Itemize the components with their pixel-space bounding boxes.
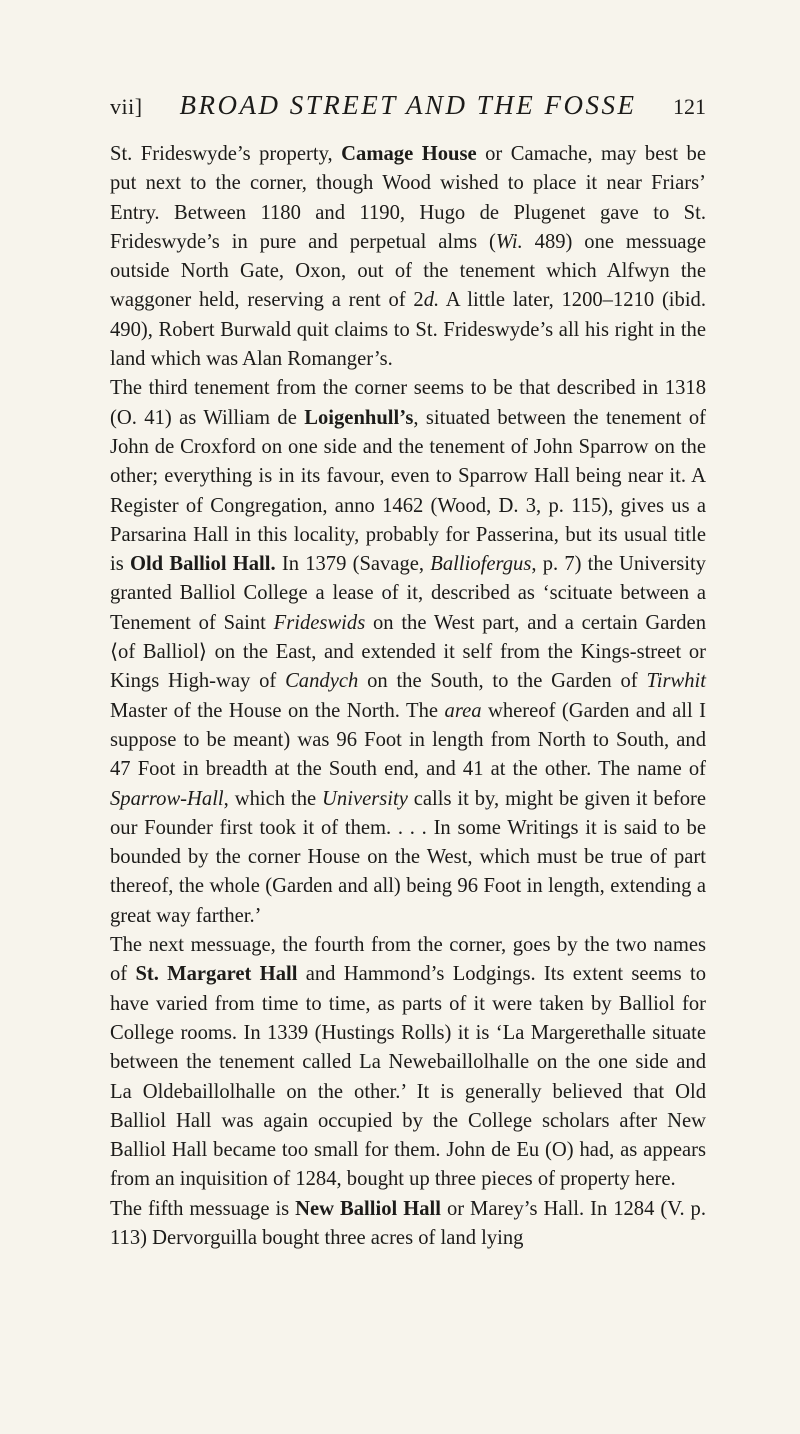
text-run: on the West part, and a certain Garden ⟨of Balliol⟩ on the East, and extended it self from the Kings-street or Kings High-way of — [110, 611, 706, 693]
text-run: calls it by, might be given it before our Founder first took it of them. . . . In some Writings it is said to be bounded by the corner House on the West, which must be true of part thereof, the whole (Garden and all) being 96 Foot in length, extending a great way farther.’ — [110, 787, 706, 927]
text-run: whereof (Garden and all I suppose to be meant) was 96 Foot in length from North to South, and 47 Foot in breadth at the South end, and 41 at the other. The name of — [110, 699, 706, 781]
paragraph — [110, 140, 706, 374]
text-run: , which the — [223, 787, 323, 810]
text-run: The next messuage, the fourth from the corner, goes by the two names of — [110, 934, 706, 986]
paragraph — [110, 374, 706, 931]
text-run: In 1379 (Savage, — [275, 553, 431, 576]
italic-term: d. — [423, 289, 440, 312]
running-title: BROAD STREET AND THE FOSSE — [179, 90, 637, 120]
italic-term: University — [322, 787, 408, 810]
italic-term: Balliofergus — [430, 553, 532, 576]
italic-term: Sparrow-Hall — [110, 787, 224, 810]
italic-term: Candych — [285, 670, 359, 693]
bold-term: St. Margaret Hall — [135, 963, 298, 986]
text-run: The fifth messuage is — [110, 1197, 296, 1220]
italic-term: Frideswids — [273, 611, 366, 634]
text-run: St. Frideswyde’s property, — [110, 143, 342, 165]
chapter-marker: vii] — [110, 94, 143, 119]
text-run: The third tenement from the corner seems to be that described in 1318 (O. 41) as William de — [110, 377, 706, 429]
text-run: , p. 7) the University granted Balliol College a lease of it, described as ‘scituate between a Tenement of Saint — [110, 553, 706, 634]
paragraph — [110, 931, 706, 1195]
bold-term: Old Balliol Hall. — [129, 553, 276, 576]
text-run: or Camache, may best be put next to the corner, though Wood wished to place it near Friars’ Entry. Between 1180 and 1190, Hugo de Plugenet gave to St. Frideswyde’s in pure and perpetual alms ( — [110, 143, 706, 253]
italic-term: Wi. — [495, 230, 523, 253]
text-run: on the South, to the Garden of — [358, 670, 647, 693]
running-header — [110, 86, 706, 126]
text-run: or Marey’s Hall. In 1284 (V. p. 113) Dervorguilla bought three acres of land lying — [110, 1197, 707, 1249]
text-run: and Hammond’s Lodgings. Its extent seems to have varied from time to time, as parts of it were taken by Balliol for College rooms. In 1339 (Hustings Rolls) it is ‘La Margerethalle situate between the tenement called La Newebaillolhalle on the one side and La Oldebaillolhalle on the other.’ It is generally believed that Old Balliol Hall was again occupied by the College scholars after New Balliol Hall became too small for them. John de Eu (O) had, as appears from an inquisition of 1284, bought up three pieces of property here. — [110, 963, 706, 1191]
italic-term: Tirwhit — [646, 670, 706, 693]
bold-term: Camage House — [341, 143, 477, 165]
text-run: 489) one messuage outside North Gate, Oxon, out of the tenement which Alfwyn the waggoner held, reserving a rent of 2 — [110, 230, 706, 312]
bold-term: New Balliol Hall — [295, 1197, 441, 1220]
body-text — [110, 140, 706, 1253]
text-run: A little later, 1200–1210 (ibid. 490), Robert Burwald quit claims to St. Frideswyde’s all his right in the land which was Alan Romanger’s. — [110, 289, 706, 371]
paragraph — [110, 1195, 706, 1254]
text-run: Master of the House on the North. The — [110, 699, 445, 722]
page-number: 121 — [673, 94, 706, 119]
italic-term: area — [444, 699, 482, 722]
text-run: , situated between the tenement of John de Croxford on one side and the tenement of John Sparrow on the other; everything is in its favour, even to Sparrow Hall being near it. A Register of Congregation, anno 1462 (Wood, D. 3, p. 115), gives us a Parsarina Hall in this locality, probably for Passerina, but its usual title is — [110, 406, 706, 576]
bold-term: Loigenhull’s — [304, 406, 414, 429]
